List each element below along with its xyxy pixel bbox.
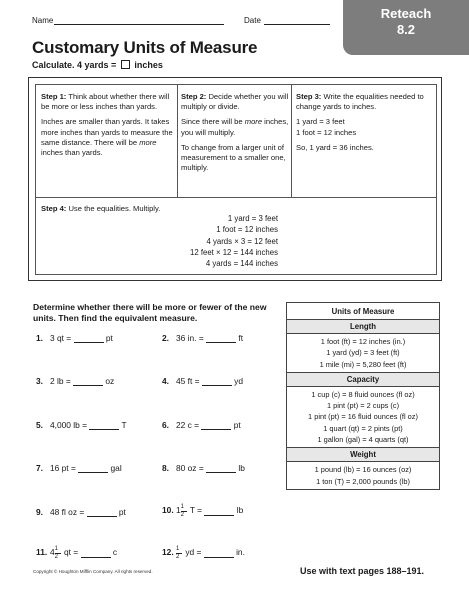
problem-8: 8. 80 oz = lb — [162, 463, 245, 473]
problem-1: 1. 3 qt = pt — [36, 333, 113, 343]
answer-blank[interactable] — [73, 385, 103, 386]
problem-11: 11. 4 $\frac{1}{2}$ qt = c — [36, 545, 118, 560]
table-title: Units of Measure — [287, 303, 439, 320]
subtitle: Calculate. 4 yards = inches — [32, 60, 163, 70]
date-label: Date — [244, 16, 261, 25]
step-3: Step 3: Write the equalities needed to change yards to inches. 1 yard = 3 feet 1 foot = 12 inches So, 1 yard = 36 inches. — [296, 92, 424, 152]
problem-5: 5. 4,000 lb = T — [36, 420, 127, 430]
fraction: $\frac{1}{2}$ — [54, 545, 59, 560]
fraction: $\frac{1}{2}$ — [176, 545, 180, 560]
section-weight: Weight — [287, 448, 439, 462]
answer-blank[interactable] — [204, 557, 234, 558]
step-4-equations: 1 yard = 3 feet 1 foot = 12 inches 4 yards × 3 = 12 feet 12 feet × 12 = 144 inches 4 yards = 144 inches — [189, 214, 278, 269]
problem-9: 9. 48 fl oz = pt — [36, 507, 126, 517]
fraction: $\frac{1}{2}$ — [180, 503, 185, 518]
answer-blank[interactable] — [201, 429, 231, 430]
divider — [291, 84, 292, 197]
reteach-badge — [343, 0, 469, 55]
step-2: Step 2: Decide whether you will multiply or divide. Since there will be more inches, you will multiply. To change from a larger unit of measurement to a smaller one, multiply. — [181, 92, 289, 173]
name-field[interactable] — [54, 14, 224, 25]
section-length: Length — [287, 320, 439, 334]
name-label: Name — [32, 16, 54, 25]
answer-blank[interactable] — [81, 557, 111, 558]
answer-blank[interactable] — [202, 385, 232, 386]
length-list: 1 foot (ft) = 12 inches (in.) 1 yard (yd) = 3 feet (ft) 1 mile (mi) = 5,280 feet (ft) — [287, 334, 439, 373]
problem-3: 3. 2 lb = oz — [36, 376, 115, 386]
badge-number: 8.2 — [396, 22, 416, 37]
problem-7: 7. 16 pt = gal — [36, 463, 122, 473]
problem-2: 2. 36 in. = ft — [162, 333, 244, 343]
copyright: Copyright © Houghton Mifflin Company. All rights reserved. — [33, 569, 153, 574]
answer-box[interactable] — [121, 60, 130, 69]
badge-title: Reteach — [380, 6, 432, 21]
divider — [177, 84, 178, 197]
answer-blank[interactable] — [89, 429, 119, 430]
text-pages-note: Use with text pages 188–191. — [300, 566, 425, 576]
answer-blank[interactable] — [206, 342, 236, 343]
units-table — [286, 302, 440, 490]
answer-blank[interactable] — [78, 472, 108, 473]
step-4: Step 4: Use the equalities. Multiply. — [41, 204, 161, 213]
instructions: Determine whether there will be more or fewer of the new units. Then find the equivalent measure. — [33, 302, 267, 323]
answer-blank[interactable] — [74, 342, 104, 343]
problem-6: 6. 22 c = pt — [162, 420, 241, 430]
answer-blank[interactable] — [204, 515, 234, 516]
divider — [35, 197, 436, 198]
weight-list: 1 pound (lb) = 16 ounces (oz) 1 ton (T) = 2,000 pounds (lb) — [314, 465, 412, 486]
page-title: Customary Units of Measure — [32, 38, 258, 57]
answer-blank[interactable] — [206, 472, 236, 473]
problem-10: 10. 1 $\frac{1}{2}$ T = lb — [162, 503, 244, 518]
capacity-list: 1 cup (c) = 8 fluid ounces (fl oz) 1 pint (pt) = 2 cups (c) 1 pint (pt) = 16 fluid ounces (fl oz) 1 quart (qt) = 2 pints (pt) 1 gallon (gal) = 4 quarts (qt) — [287, 387, 439, 448]
date-field[interactable] — [264, 14, 330, 25]
answer-blank[interactable] — [87, 516, 117, 517]
problem-12: 12. $\frac{1}{2}$ yd = in. — [162, 545, 245, 560]
problem-4: 4. 45 ft = yd — [162, 376, 244, 386]
step-1: Step 1: Think about whether there will be more or less inches than yards. Inches are smaller than yards. It takes more inches than yards to measure the same distance. There will be more inches than yards. — [41, 92, 173, 158]
section-capacity: Capacity — [287, 373, 439, 387]
